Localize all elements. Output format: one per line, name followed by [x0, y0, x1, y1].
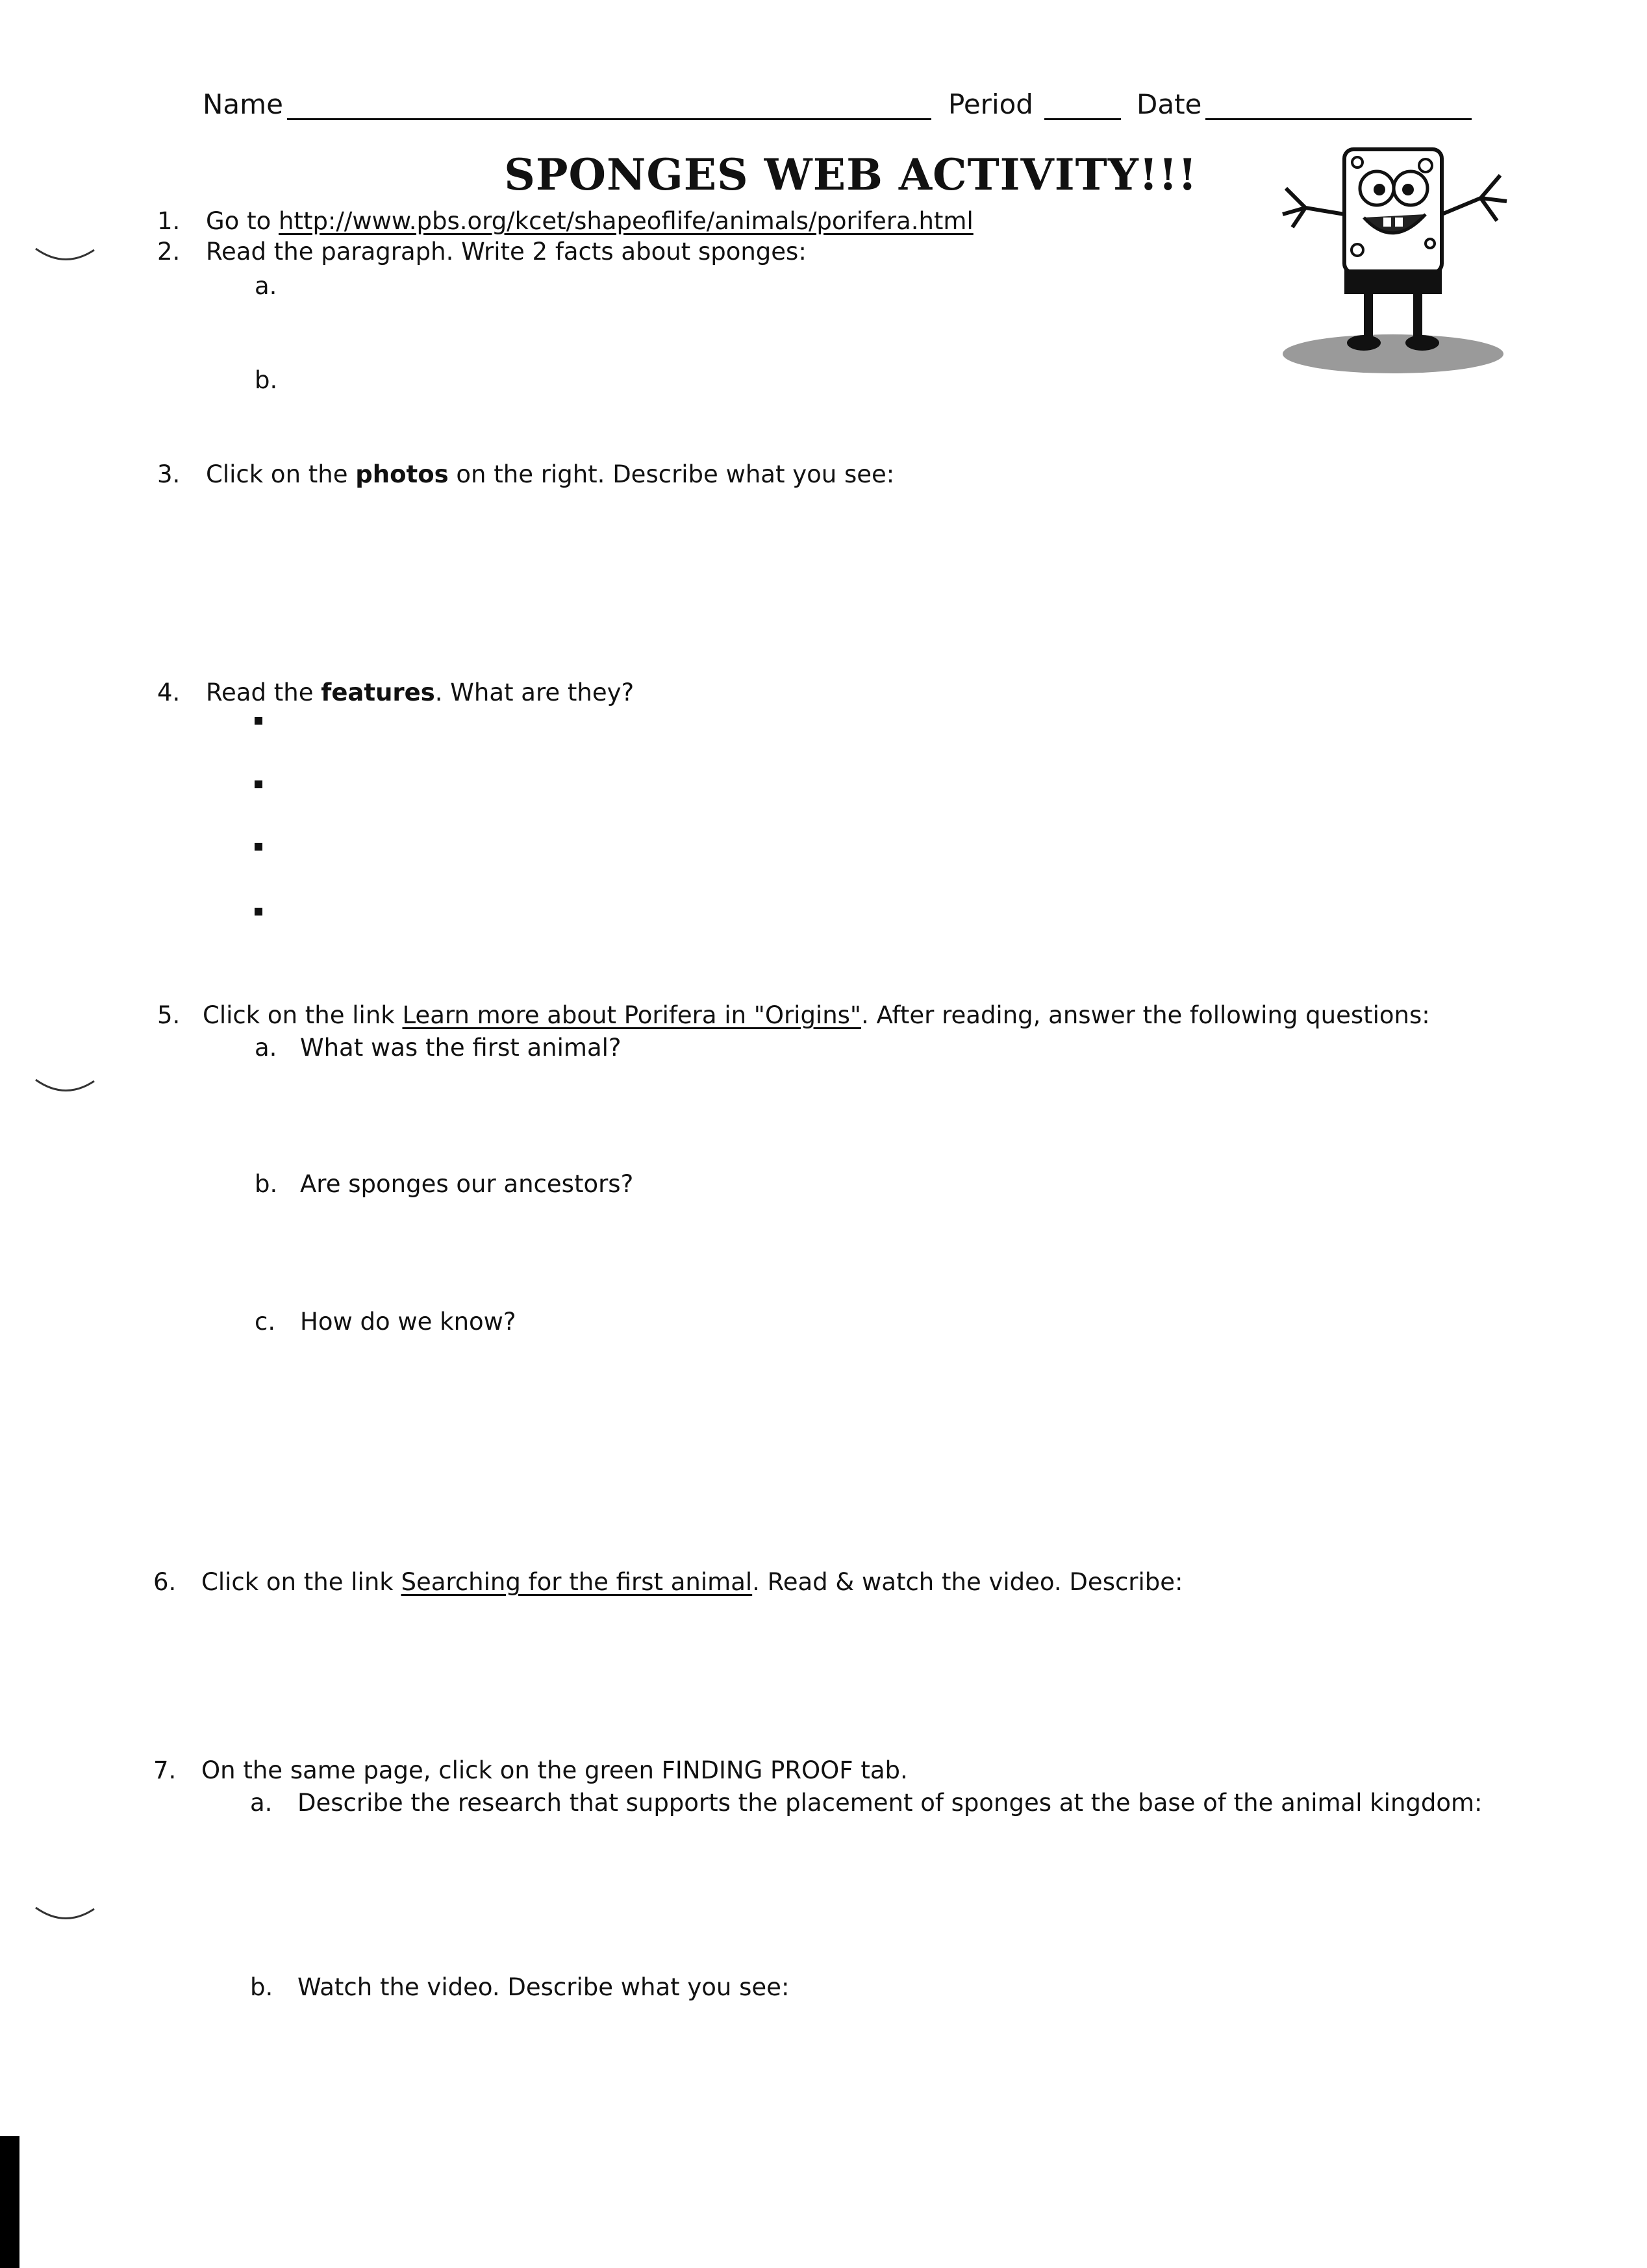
name-label: Name	[203, 88, 283, 120]
q5-b-text: Are sponges our ancestors?	[300, 1170, 634, 1198]
q2-b-label: b.	[255, 366, 278, 394]
q5-text	[203, 1003, 1430, 1027]
q4-number: 4.	[157, 679, 181, 706]
q7-a-text: Describe the research that supports the placement of sponges at the base of the animal kingdom:	[297, 1789, 1483, 1817]
sponge-cartoon-icon	[1260, 136, 1520, 383]
q3-text	[206, 462, 894, 486]
scan-edge	[0, 2136, 19, 2268]
q6-post: . Read & watch the video. Describe:	[752, 1568, 1183, 1596]
punch-hole-icon	[32, 1902, 97, 1928]
punch-hole-icon	[32, 1075, 97, 1101]
q7-b-label: b.	[250, 1973, 273, 2001]
page-title: SPONGES WEB ACTIVITY!!!	[504, 149, 1198, 200]
q5-b-label: b.	[255, 1170, 278, 1198]
q2-a-label: a.	[255, 272, 277, 300]
name-field[interactable]	[287, 118, 931, 120]
q7-number: 7.	[153, 1756, 177, 1784]
q7-b-text: Watch the video. Describe what you see:	[297, 1973, 790, 2001]
period-label: Period	[948, 88, 1033, 120]
q5-a-text: What was the first animal?	[300, 1034, 622, 1062]
q2-text: Read the paragraph. Write 2 facts about sponges:	[206, 238, 807, 266]
q5-a-label: a.	[255, 1034, 277, 1062]
q1-text	[206, 209, 974, 233]
q4-text	[206, 680, 634, 704]
bullet-icon	[255, 780, 262, 788]
q1-number: 1.	[157, 207, 181, 235]
q6-number: 6.	[153, 1568, 177, 1596]
q5-pre: Click on the link	[203, 1001, 403, 1029]
q2-number: 2.	[157, 238, 181, 266]
date-label: Date	[1137, 88, 1202, 120]
bullet-icon	[255, 843, 262, 851]
q1-prefix: Go to	[206, 207, 279, 235]
q5-link[interactable]: Learn more about Porifera in "Origins"	[402, 1001, 861, 1029]
q3-number: 3.	[157, 460, 181, 488]
q1-link[interactable]: http://www.pbs.org/kcet/shapeoflife/animals/porifera.html	[278, 207, 974, 235]
q4-pre: Read the	[206, 679, 321, 706]
q4-post: . What are they?	[434, 679, 635, 706]
q7-a-label: a.	[250, 1789, 273, 1817]
date-field[interactable]	[1205, 118, 1472, 120]
q7-text: On the same page, click on the green FINDING PROOF tab.	[201, 1756, 908, 1784]
punch-hole-icon	[32, 243, 97, 269]
q5-c-label: c.	[255, 1308, 276, 1336]
q3-pre: Click on the	[206, 460, 356, 488]
period-field[interactable]	[1044, 118, 1121, 120]
q4-bold: features	[321, 679, 435, 706]
q5-c-text: How do we know?	[300, 1308, 516, 1336]
q3-bold: photos	[355, 460, 449, 488]
q3-post: on the right. Describe what you see:	[448, 460, 895, 488]
bullet-icon	[255, 717, 262, 725]
q6-pre: Click on the link	[201, 1568, 401, 1596]
q5-post: . After reading, answer the following questions:	[861, 1001, 1430, 1029]
q5-number: 5.	[157, 1001, 181, 1029]
bullet-icon	[255, 908, 262, 916]
q6-link[interactable]: Searching for the first animal	[401, 1568, 753, 1596]
q6-text	[201, 1570, 1183, 1594]
